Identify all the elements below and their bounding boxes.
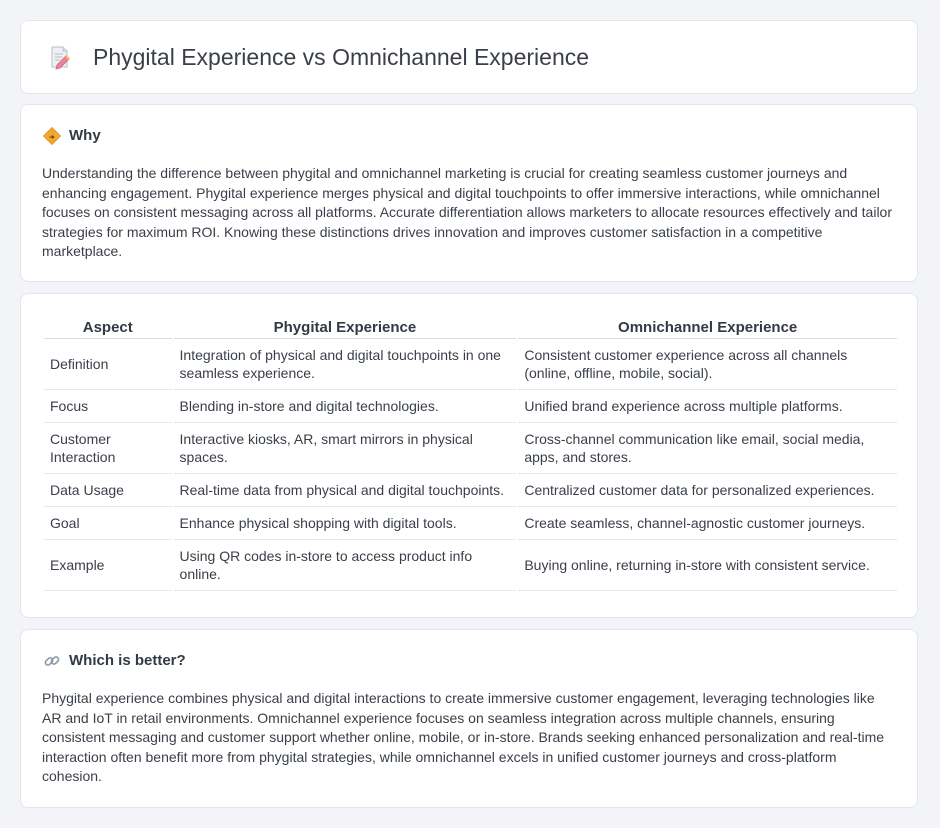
why-text: Understanding the difference between phygital and omnichannel marketing is crucial for creating seamless customer journeys and enhancing engagement. Phygital experience merges physical and digital touchpoints to offer immersive interactions, while omnichannel focuses on consistent messaging across all platforms. Accurate differentiation allows marketers to allocate resources effectively and tailor strategies for maximum ROI. Knowing these distinctions drives innovation and improves customer satisfaction in a competitive marketplace. <box>42 165 893 260</box>
better-text: Phygital experience combines physical and digital interactions to create immersive customer engagement, leveraging technologies like AR and IoT in retail environments. Omnichannel experience focuses on seamless integration across multiple channels, ensuring consistent messaging and customer support whether online, mobile, or in-store. Brands seeking enhanced personalization and real-time interaction often benefit more from phygital strategies, while omnichannel excels in unified customer journeys and cross-platform cohesion. <box>42 690 885 785</box>
diamond-sign-icon <box>43 127 61 145</box>
why-card <box>20 104 918 282</box>
cell-aspect: Customer Interaction <box>44 423 172 474</box>
cell-phygital: Interactive kiosks, AR, smart mirrors in physical spaces. <box>174 423 517 474</box>
better-heading: Which is better? <box>69 652 186 669</box>
cell-omnichannel: Unified brand experience across multiple platforms. <box>518 390 897 423</box>
title-card <box>20 20 918 94</box>
comparison-card <box>20 293 918 618</box>
comparison-table <box>42 316 899 591</box>
cell-phygital: Blending in-store and digital technologies. <box>174 390 517 423</box>
cell-phygital: Using QR codes in-store to access product info online. <box>174 540 517 591</box>
table-row <box>44 540 897 591</box>
table-row <box>44 423 897 474</box>
cell-phygital: Real-time data from physical and digital touchpoints. <box>174 474 517 507</box>
cell-aspect: Focus <box>44 390 172 423</box>
page-title: Phygital Experience vs Omnichannel Experience <box>93 44 590 70</box>
cell-omnichannel: Create seamless, channel-agnostic customer journeys. <box>518 507 897 540</box>
table-row <box>44 339 897 390</box>
table-row <box>44 507 897 540</box>
cell-phygital: Integration of physical and digital touchpoints in one seamless experience. <box>174 339 517 390</box>
cell-omnichannel: Consistent customer experience across all channels (online, offline, mobile, social). <box>518 339 897 390</box>
column-header-aspect: Aspect <box>44 316 172 339</box>
why-heading: Why <box>69 127 101 144</box>
table-row <box>44 390 897 423</box>
document-pencil-icon <box>47 44 73 70</box>
table-row <box>44 474 897 507</box>
column-header-omnichannel: Omnichannel Experience <box>518 316 897 339</box>
cell-aspect: Definition <box>44 339 172 390</box>
cell-omnichannel: Cross-channel communication like email, social media, apps, and stores. <box>518 423 897 474</box>
cell-aspect: Data Usage <box>44 474 172 507</box>
cell-omnichannel: Buying online, returning in-store with consistent service. <box>518 540 897 591</box>
cell-aspect: Example <box>44 540 172 591</box>
cell-aspect: Goal <box>44 507 172 540</box>
cell-omnichannel: Centralized customer data for personalized experiences. <box>518 474 897 507</box>
better-heading-row <box>43 652 186 670</box>
link-icon <box>43 652 61 670</box>
table-header-row <box>44 316 897 339</box>
cell-phygital: Enhance physical shopping with digital tools. <box>174 507 517 540</box>
which-better-card <box>20 629 918 808</box>
why-heading-row <box>43 127 101 145</box>
title-row <box>47 44 589 70</box>
column-header-phygital: Phygital Experience <box>174 316 517 339</box>
